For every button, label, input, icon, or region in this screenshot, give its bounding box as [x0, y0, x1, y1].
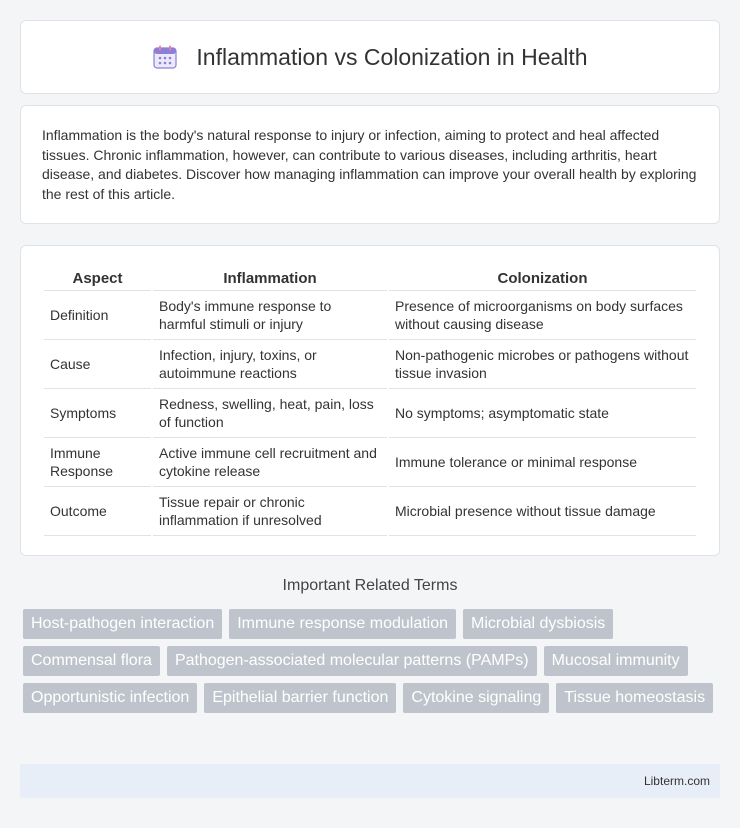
header-inflammation: Inflammation [223, 270, 317, 287]
related-term-tag[interactable]: Immune response modulation [229, 609, 456, 639]
related-term-tag[interactable]: Microbial dysbiosis [463, 609, 613, 639]
calendar-icon [152, 44, 178, 70]
table-row [44, 339, 696, 388]
related-term-tag[interactable]: Host-pathogen interaction [23, 609, 222, 639]
related-terms-list [23, 609, 723, 713]
related-term-tag[interactable]: Tissue homeostasis [556, 683, 713, 713]
table-row [44, 486, 696, 536]
table-row [44, 388, 696, 437]
comparison-table-card [20, 245, 720, 556]
table-cell-aspect: Symptoms [44, 388, 151, 437]
related-terms-title: Important Related Terms [282, 577, 458, 594]
table-header-row [44, 266, 696, 290]
footer [20, 764, 720, 798]
table-cell-aspect: Immune Response [44, 437, 151, 486]
comparison-table [42, 266, 698, 536]
related-term-tag[interactable]: Epithelial barrier function [204, 683, 396, 713]
table-cell-inflammation: Active immune cell recruitment and cytokine release [153, 437, 387, 486]
table-cell-colonization: Immune tolerance or minimal response [389, 437, 696, 486]
table-cell-colonization: Non-pathogenic microbes or pathogens without tissue invasion [389, 339, 696, 388]
related-term-tag[interactable]: Pathogen-associated molecular patterns (PAMPs) [167, 646, 537, 676]
related-term-tag[interactable]: Commensal flora [23, 646, 160, 676]
intro-text: Inflammation is the body's natural response to injury or infection, aiming to protect and heal affected tissues. Chronic inflammation, however, can contribute to various diseases, including arthritis, heart disease, and diabetes. Discover how managing inflammation can improve your overall health by exploring the rest of this article. [42, 127, 697, 202]
related-term-tag[interactable]: Cytokine signaling [403, 683, 549, 713]
table-cell-colonization: Microbial presence without tissue damage [389, 486, 696, 536]
page-title: Inflammation vs Colonization in Health [196, 43, 588, 70]
header-card [20, 20, 720, 94]
table-cell-inflammation: Body's immune response to harmful stimuli or injury [153, 290, 387, 339]
table-cell-inflammation: Infection, injury, toxins, or autoimmune reactions [153, 339, 387, 388]
table-cell-inflammation: Redness, swelling, heat, pain, loss of function [153, 388, 387, 437]
table-row [44, 290, 696, 339]
header-colonization: Colonization [497, 270, 588, 287]
intro-card [20, 105, 720, 224]
table-cell-aspect: Outcome [44, 486, 151, 536]
table-row [44, 437, 696, 486]
table-cell-aspect: Definition [44, 290, 151, 339]
table-cell-inflammation: Tissue repair or chronic inflammation if unresolved [153, 486, 387, 536]
related-term-tag[interactable]: Opportunistic infection [23, 683, 197, 713]
table-cell-colonization: No symptoms; asymptomatic state [389, 388, 696, 437]
related-term-tag[interactable]: Mucosal immunity [544, 646, 688, 676]
table-cell-aspect: Cause [44, 339, 151, 388]
footer-site-link[interactable]: Libterm.com [643, 774, 710, 788]
header-aspect: Aspect [72, 270, 123, 287]
table-cell-colonization: Presence of microorganisms on body surfaces without causing disease [389, 290, 696, 339]
